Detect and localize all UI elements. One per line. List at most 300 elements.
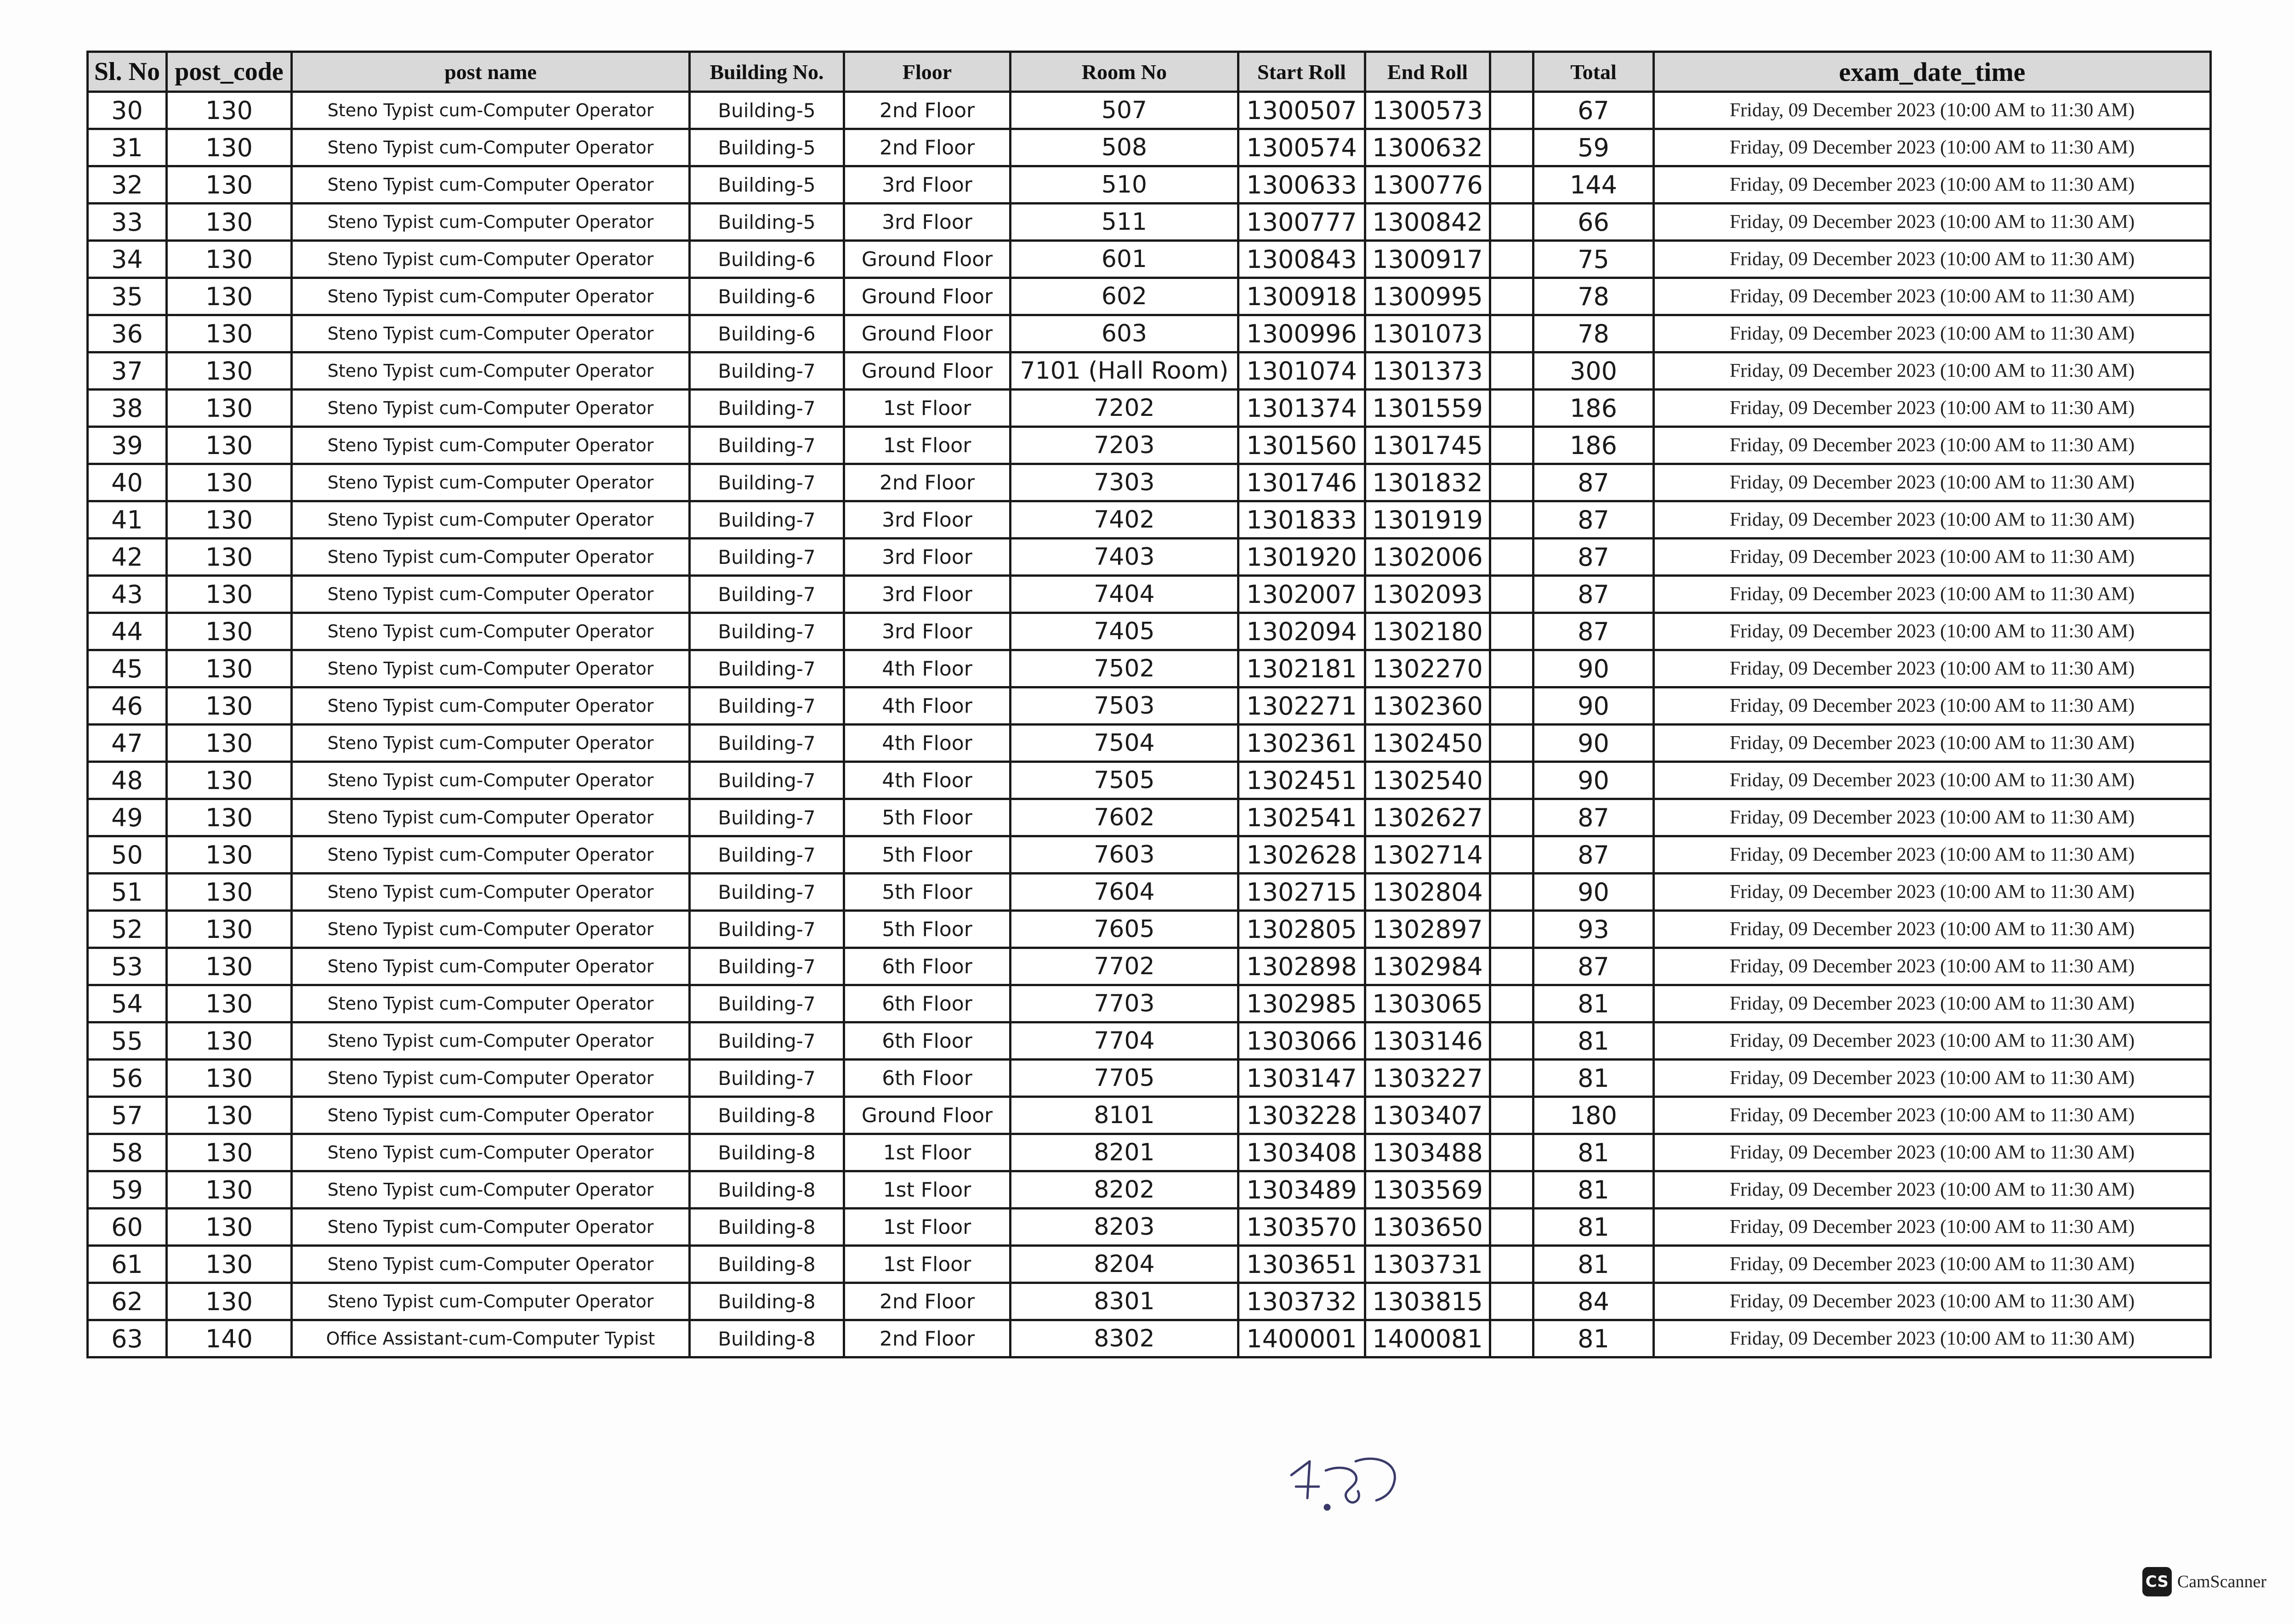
cell-building: Building-6	[690, 315, 844, 352]
cell-floor: 6th Floor	[844, 1060, 1011, 1097]
table-row	[88, 427, 2211, 464]
cell-total: 67	[1533, 92, 1654, 129]
cell-total: 144	[1533, 166, 1654, 204]
cell-exam-date-time: Friday, 09 December 2023 (10:00 AM to 11:30 AM)	[1654, 1246, 2211, 1283]
cell-floor: 1st Floor	[844, 1246, 1011, 1283]
cell-post-code: 130	[167, 464, 292, 501]
cell-start-roll: 1301560	[1238, 427, 1365, 464]
cell-post-code: 130	[167, 390, 292, 427]
cell-start-roll: 1302628	[1238, 836, 1365, 874]
cell-exam-date-time: Friday, 09 December 2023 (10:00 AM to 11:30 AM)	[1654, 1209, 2211, 1246]
cell-total: 81	[1533, 1246, 1654, 1283]
table-header-row	[88, 52, 2211, 92]
cell-sl-no: 31	[88, 129, 167, 166]
cell-blank	[1490, 166, 1533, 204]
cell-room: 8204	[1011, 1246, 1238, 1283]
cell-sl-no: 36	[88, 315, 167, 352]
table-row	[88, 725, 2211, 762]
cell-end-roll: 1301832	[1365, 464, 1490, 501]
cell-post-name: Steno Typist cum-Computer Operator	[292, 427, 690, 464]
cell-floor: Ground Floor	[844, 241, 1011, 278]
cell-floor: 6th Floor	[844, 985, 1011, 1022]
cell-exam-date-time: Friday, 09 December 2023 (10:00 AM to 11:30 AM)	[1654, 613, 2211, 650]
cell-floor: 4th Floor	[844, 725, 1011, 762]
cell-end-roll: 1302804	[1365, 874, 1490, 911]
cell-building: Building-7	[690, 650, 844, 687]
cell-post-code: 130	[167, 92, 292, 129]
cell-end-roll: 1300842	[1365, 204, 1490, 241]
cell-post-name: Steno Typist cum-Computer Operator	[292, 874, 690, 911]
cell-end-roll: 1303407	[1365, 1097, 1490, 1134]
cell-floor: 3rd Floor	[844, 613, 1011, 650]
cell-floor: 1st Floor	[844, 1171, 1011, 1209]
cell-blank	[1490, 1171, 1533, 1209]
cell-floor: 2nd Floor	[844, 129, 1011, 166]
cell-end-roll: 1301919	[1365, 501, 1490, 539]
cell-post-name: Steno Typist cum-Computer Operator	[292, 1283, 690, 1320]
cell-end-roll: 1300573	[1365, 92, 1490, 129]
cell-blank	[1490, 427, 1533, 464]
cell-post-name: Steno Typist cum-Computer Operator	[292, 501, 690, 539]
cell-blank	[1490, 911, 1533, 948]
cell-post-name: Steno Typist cum-Computer Operator	[292, 687, 690, 725]
cell-floor: 1st Floor	[844, 427, 1011, 464]
cell-start-roll: 1300574	[1238, 129, 1365, 166]
cell-post-code: 130	[167, 799, 292, 836]
cell-floor: Ground Floor	[844, 278, 1011, 315]
cell-end-roll: 1302093	[1365, 576, 1490, 613]
cell-room: 7704	[1011, 1022, 1238, 1060]
cell-exam-date-time: Friday, 09 December 2023 (10:00 AM to 11:30 AM)	[1654, 501, 2211, 539]
cell-post-name: Steno Typist cum-Computer Operator	[292, 390, 690, 427]
cell-total: 59	[1533, 129, 1654, 166]
cell-post-name: Steno Typist cum-Computer Operator	[292, 1097, 690, 1134]
cell-building: Building-7	[690, 687, 844, 725]
cell-end-roll: 1303569	[1365, 1171, 1490, 1209]
cell-end-roll: 1303815	[1365, 1283, 1490, 1320]
cell-sl-no: 62	[88, 1283, 167, 1320]
cell-sl-no: 50	[88, 836, 167, 874]
table-row	[88, 576, 2211, 613]
cell-start-roll: 1303147	[1238, 1060, 1365, 1097]
cell-total: 81	[1533, 1134, 1654, 1171]
camscanner-label: CamScanner	[2177, 1572, 2266, 1591]
cell-post-name: Steno Typist cum-Computer Operator	[292, 1022, 690, 1060]
cell-floor: 4th Floor	[844, 650, 1011, 687]
cell-room: 7404	[1011, 576, 1238, 613]
cell-exam-date-time: Friday, 09 December 2023 (10:00 AM to 11:30 AM)	[1654, 799, 2211, 836]
table-row	[88, 501, 2211, 539]
cell-room: 7505	[1011, 762, 1238, 799]
cell-post-code: 140	[167, 1320, 292, 1357]
cell-sl-no: 35	[88, 278, 167, 315]
cell-start-roll: 1302094	[1238, 613, 1365, 650]
cell-post-code: 130	[167, 1246, 292, 1283]
cell-floor: 5th Floor	[844, 836, 1011, 874]
cell-post-code: 130	[167, 129, 292, 166]
cell-exam-date-time: Friday, 09 December 2023 (10:00 AM to 11:30 AM)	[1654, 1022, 2211, 1060]
cell-post-name: Steno Typist cum-Computer Operator	[292, 166, 690, 204]
header-start-roll: Start Roll	[1238, 52, 1365, 92]
cell-blank	[1490, 92, 1533, 129]
cell-post-code: 130	[167, 1060, 292, 1097]
header-floor: Floor	[844, 52, 1011, 92]
cell-start-roll: 1302181	[1238, 650, 1365, 687]
cell-sl-no: 39	[88, 427, 167, 464]
cell-room: 7504	[1011, 725, 1238, 762]
table-row	[88, 799, 2211, 836]
table-row	[88, 985, 2211, 1022]
cell-end-roll: 1300917	[1365, 241, 1490, 278]
cell-total: 87	[1533, 501, 1654, 539]
cell-start-roll: 1302898	[1238, 948, 1365, 985]
cell-start-roll: 1301920	[1238, 539, 1365, 576]
cell-start-roll: 1302451	[1238, 762, 1365, 799]
cell-end-roll: 1302270	[1365, 650, 1490, 687]
cell-exam-date-time: Friday, 09 December 2023 (10:00 AM to 11:30 AM)	[1654, 874, 2211, 911]
cell-room: 7705	[1011, 1060, 1238, 1097]
cell-blank	[1490, 539, 1533, 576]
cell-floor: 3rd Floor	[844, 501, 1011, 539]
table-row	[88, 1171, 2211, 1209]
cell-sl-no: 42	[88, 539, 167, 576]
cell-post-code: 130	[167, 1097, 292, 1134]
cell-room: 7203	[1011, 427, 1238, 464]
cell-total: 87	[1533, 948, 1654, 985]
cell-exam-date-time: Friday, 09 December 2023 (10:00 AM to 11:30 AM)	[1654, 315, 2211, 352]
cell-total: 87	[1533, 836, 1654, 874]
cell-room: 7405	[1011, 613, 1238, 650]
cell-post-code: 130	[167, 948, 292, 985]
cell-building: Building-7	[690, 725, 844, 762]
table-row	[88, 762, 2211, 799]
cell-exam-date-time: Friday, 09 December 2023 (10:00 AM to 11:30 AM)	[1654, 390, 2211, 427]
cell-total: 81	[1533, 1022, 1654, 1060]
cell-exam-date-time: Friday, 09 December 2023 (10:00 AM to 11:30 AM)	[1654, 1134, 2211, 1171]
cell-post-code: 130	[167, 725, 292, 762]
cell-room: 8301	[1011, 1283, 1238, 1320]
cell-post-code: 130	[167, 501, 292, 539]
table-row	[88, 278, 2211, 315]
cell-floor: 6th Floor	[844, 1022, 1011, 1060]
cell-room: 601	[1011, 241, 1238, 278]
header-blank	[1490, 52, 1533, 92]
table-row	[88, 204, 2211, 241]
cell-post-name: Steno Typist cum-Computer Operator	[292, 315, 690, 352]
cell-blank	[1490, 1283, 1533, 1320]
cell-end-roll: 1302360	[1365, 687, 1490, 725]
cell-blank	[1490, 1134, 1533, 1171]
cell-start-roll: 1303228	[1238, 1097, 1365, 1134]
cell-total: 78	[1533, 315, 1654, 352]
cell-start-roll: 1301833	[1238, 501, 1365, 539]
cell-blank	[1490, 613, 1533, 650]
cell-blank	[1490, 278, 1533, 315]
cell-total: 81	[1533, 1060, 1654, 1097]
cell-floor: 2nd Floor	[844, 464, 1011, 501]
cell-floor: 1st Floor	[844, 390, 1011, 427]
cell-blank	[1490, 204, 1533, 241]
table-row	[88, 352, 2211, 390]
cell-start-roll: 1300996	[1238, 315, 1365, 352]
cell-blank	[1490, 464, 1533, 501]
cell-end-roll: 1302450	[1365, 725, 1490, 762]
cell-post-name: Steno Typist cum-Computer Operator	[292, 464, 690, 501]
cell-exam-date-time: Friday, 09 December 2023 (10:00 AM to 11:30 AM)	[1654, 92, 2211, 129]
cell-end-roll: 1302984	[1365, 948, 1490, 985]
table-row	[88, 911, 2211, 948]
cell-building: Building-5	[690, 204, 844, 241]
cell-blank	[1490, 1022, 1533, 1060]
table-row	[88, 687, 2211, 725]
cell-room: 7703	[1011, 985, 1238, 1022]
cell-end-roll: 1301073	[1365, 315, 1490, 352]
table-row	[88, 1246, 2211, 1283]
cell-end-roll: 1302006	[1365, 539, 1490, 576]
cell-blank	[1490, 762, 1533, 799]
table-row	[88, 539, 2211, 576]
cell-exam-date-time: Friday, 09 December 2023 (10:00 AM to 11:30 AM)	[1654, 911, 2211, 948]
cell-building: Building-5	[690, 129, 844, 166]
table-row	[88, 836, 2211, 874]
cell-room: 7303	[1011, 464, 1238, 501]
cell-end-roll: 1301559	[1365, 390, 1490, 427]
cell-building: Building-7	[690, 352, 844, 390]
cell-building: Building-8	[690, 1320, 844, 1357]
cell-exam-date-time: Friday, 09 December 2023 (10:00 AM to 11:30 AM)	[1654, 539, 2211, 576]
cell-floor: 3rd Floor	[844, 166, 1011, 204]
cell-end-roll: 1300995	[1365, 278, 1490, 315]
cell-blank	[1490, 836, 1533, 874]
cell-post-code: 130	[167, 352, 292, 390]
cell-sl-no: 34	[88, 241, 167, 278]
cell-room: 508	[1011, 129, 1238, 166]
cell-building: Building-7	[690, 390, 844, 427]
cell-post-name: Steno Typist cum-Computer Operator	[292, 1209, 690, 1246]
cell-sl-no: 43	[88, 576, 167, 613]
cell-total: 186	[1533, 427, 1654, 464]
cell-sl-no: 38	[88, 390, 167, 427]
cell-building: Building-7	[690, 427, 844, 464]
cell-end-roll: 1302540	[1365, 762, 1490, 799]
cell-post-name: Steno Typist cum-Computer Operator	[292, 92, 690, 129]
cell-sl-no: 51	[88, 874, 167, 911]
cell-post-code: 130	[167, 650, 292, 687]
cell-blank	[1490, 874, 1533, 911]
cell-total: 84	[1533, 1283, 1654, 1320]
cell-building: Building-7	[690, 1060, 844, 1097]
cell-sl-no: 47	[88, 725, 167, 762]
cell-blank	[1490, 241, 1533, 278]
cell-end-roll: 1303731	[1365, 1246, 1490, 1283]
cell-exam-date-time: Friday, 09 December 2023 (10:00 AM to 11:30 AM)	[1654, 166, 2211, 204]
cell-blank	[1490, 1320, 1533, 1357]
cell-room: 7702	[1011, 948, 1238, 985]
cell-post-name: Steno Typist cum-Computer Operator	[292, 352, 690, 390]
cell-floor: 2nd Floor	[844, 1283, 1011, 1320]
cell-total: 87	[1533, 576, 1654, 613]
table-body	[88, 92, 2211, 1357]
cell-total: 90	[1533, 725, 1654, 762]
cell-sl-no: 49	[88, 799, 167, 836]
cell-post-name: Steno Typist cum-Computer Operator	[292, 799, 690, 836]
cell-exam-date-time: Friday, 09 December 2023 (10:00 AM to 11:30 AM)	[1654, 948, 2211, 985]
cell-start-roll: 1301374	[1238, 390, 1365, 427]
cell-sl-no: 53	[88, 948, 167, 985]
cell-building: Building-7	[690, 501, 844, 539]
cell-building: Building-7	[690, 948, 844, 985]
cell-exam-date-time: Friday, 09 December 2023 (10:00 AM to 11:30 AM)	[1654, 1283, 2211, 1320]
cell-room: 8202	[1011, 1171, 1238, 1209]
table-row	[88, 315, 2211, 352]
cell-post-name: Steno Typist cum-Computer Operator	[292, 278, 690, 315]
cell-total: 87	[1533, 799, 1654, 836]
cell-post-name: Steno Typist cum-Computer Operator	[292, 1246, 690, 1283]
cell-room: 8203	[1011, 1209, 1238, 1246]
table-row	[88, 1209, 2211, 1246]
cell-post-name: Steno Typist cum-Computer Operator	[292, 911, 690, 948]
cell-room: 7605	[1011, 911, 1238, 948]
cell-sl-no: 32	[88, 166, 167, 204]
cell-floor: Ground Floor	[844, 352, 1011, 390]
cell-total: 90	[1533, 687, 1654, 725]
cell-start-roll: 1302715	[1238, 874, 1365, 911]
cell-post-code: 130	[167, 576, 292, 613]
cell-total: 180	[1533, 1097, 1654, 1134]
cell-post-name: Steno Typist cum-Computer Operator	[292, 948, 690, 985]
cell-room: 603	[1011, 315, 1238, 352]
cell-room: 511	[1011, 204, 1238, 241]
cell-start-roll: 1300918	[1238, 278, 1365, 315]
cell-exam-date-time: Friday, 09 December 2023 (10:00 AM to 11:30 AM)	[1654, 241, 2211, 278]
cell-start-roll: 1300777	[1238, 204, 1365, 241]
cell-building: Building-8	[690, 1171, 844, 1209]
camscanner-logo-icon: CS	[2142, 1567, 2172, 1596]
cell-post-code: 130	[167, 1171, 292, 1209]
cell-sl-no: 33	[88, 204, 167, 241]
cell-end-roll: 1300632	[1365, 129, 1490, 166]
cell-room: 7101 (Hall Room)	[1011, 352, 1238, 390]
cell-start-roll: 1303408	[1238, 1134, 1365, 1171]
cell-sl-no: 60	[88, 1209, 167, 1246]
cell-building: Building-5	[690, 166, 844, 204]
cell-sl-no: 54	[88, 985, 167, 1022]
cell-post-code: 130	[167, 166, 292, 204]
table-row	[88, 92, 2211, 129]
cell-sl-no: 46	[88, 687, 167, 725]
cell-blank	[1490, 1060, 1533, 1097]
cell-post-code: 130	[167, 241, 292, 278]
cell-exam-date-time: Friday, 09 December 2023 (10:00 AM to 11:30 AM)	[1654, 1097, 2211, 1134]
cell-post-name: Office Assistant-cum-Computer Typist	[292, 1320, 690, 1357]
cell-start-roll: 1303651	[1238, 1246, 1365, 1283]
cell-start-roll: 1400001	[1238, 1320, 1365, 1357]
cell-post-code: 130	[167, 1022, 292, 1060]
cell-post-code: 130	[167, 1134, 292, 1171]
cell-sl-no: 52	[88, 911, 167, 948]
cell-start-roll: 1303489	[1238, 1171, 1365, 1209]
cell-start-roll: 1301746	[1238, 464, 1365, 501]
cell-blank	[1490, 1097, 1533, 1134]
cell-start-roll: 1302541	[1238, 799, 1365, 836]
cell-end-roll: 1302180	[1365, 613, 1490, 650]
cell-sl-no: 30	[88, 92, 167, 129]
cell-floor: Ground Floor	[844, 315, 1011, 352]
cell-floor: 5th Floor	[844, 874, 1011, 911]
cell-exam-date-time: Friday, 09 December 2023 (10:00 AM to 11:30 AM)	[1654, 464, 2211, 501]
cell-exam-date-time: Friday, 09 December 2023 (10:00 AM to 11:30 AM)	[1654, 725, 2211, 762]
cell-end-roll: 1303065	[1365, 985, 1490, 1022]
cell-floor: 5th Floor	[844, 799, 1011, 836]
cell-exam-date-time: Friday, 09 December 2023 (10:00 AM to 11:30 AM)	[1654, 427, 2211, 464]
cell-start-roll: 1300633	[1238, 166, 1365, 204]
cell-post-name: Steno Typist cum-Computer Operator	[292, 836, 690, 874]
cell-floor: 2nd Floor	[844, 1320, 1011, 1357]
cell-total: 90	[1533, 762, 1654, 799]
cell-end-roll: 1302714	[1365, 836, 1490, 874]
cell-room: 510	[1011, 166, 1238, 204]
cell-building: Building-7	[690, 799, 844, 836]
cell-post-code: 130	[167, 836, 292, 874]
cell-post-name: Steno Typist cum-Computer Operator	[292, 762, 690, 799]
table-row	[88, 129, 2211, 166]
cell-room: 7602	[1011, 799, 1238, 836]
cell-building: Building-7	[690, 464, 844, 501]
header-building: Building No.	[690, 52, 844, 92]
cell-floor: 1st Floor	[844, 1134, 1011, 1171]
cell-end-roll: 1303650	[1365, 1209, 1490, 1246]
table-row	[88, 1320, 2211, 1357]
cell-post-code: 130	[167, 539, 292, 576]
cell-room: 8302	[1011, 1320, 1238, 1357]
cell-end-roll: 1400081	[1365, 1320, 1490, 1357]
table-row	[88, 390, 2211, 427]
cell-blank	[1490, 985, 1533, 1022]
cell-start-roll: 1302007	[1238, 576, 1365, 613]
cell-floor: 4th Floor	[844, 687, 1011, 725]
cell-sl-no: 44	[88, 613, 167, 650]
cell-room: 7603	[1011, 836, 1238, 874]
table-row	[88, 613, 2211, 650]
cell-building: Building-7	[690, 613, 844, 650]
table-row	[88, 1283, 2211, 1320]
cell-start-roll: 1301074	[1238, 352, 1365, 390]
cell-total: 90	[1533, 874, 1654, 911]
cell-exam-date-time: Friday, 09 December 2023 (10:00 AM to 11:30 AM)	[1654, 129, 2211, 166]
cell-room: 7402	[1011, 501, 1238, 539]
camscanner-watermark	[2142, 1567, 2266, 1596]
cell-sl-no: 57	[88, 1097, 167, 1134]
cell-building: Building-7	[690, 874, 844, 911]
cell-blank	[1490, 799, 1533, 836]
cell-exam-date-time: Friday, 09 December 2023 (10:00 AM to 11:30 AM)	[1654, 1320, 2211, 1357]
cell-start-roll: 1300507	[1238, 92, 1365, 129]
cell-room: 7202	[1011, 390, 1238, 427]
cell-blank	[1490, 650, 1533, 687]
handwritten-signature	[1282, 1443, 1415, 1530]
cell-building: Building-7	[690, 539, 844, 576]
cell-total: 81	[1533, 985, 1654, 1022]
cell-start-roll: 1300843	[1238, 241, 1365, 278]
cell-sl-no: 59	[88, 1171, 167, 1209]
cell-room: 8101	[1011, 1097, 1238, 1134]
cell-room: 507	[1011, 92, 1238, 129]
cell-exam-date-time: Friday, 09 December 2023 (10:00 AM to 11:30 AM)	[1654, 352, 2211, 390]
cell-building: Building-7	[690, 836, 844, 874]
table-row	[88, 1060, 2211, 1097]
header-post-name: post name	[292, 52, 690, 92]
cell-post-name: Steno Typist cum-Computer Operator	[292, 129, 690, 166]
